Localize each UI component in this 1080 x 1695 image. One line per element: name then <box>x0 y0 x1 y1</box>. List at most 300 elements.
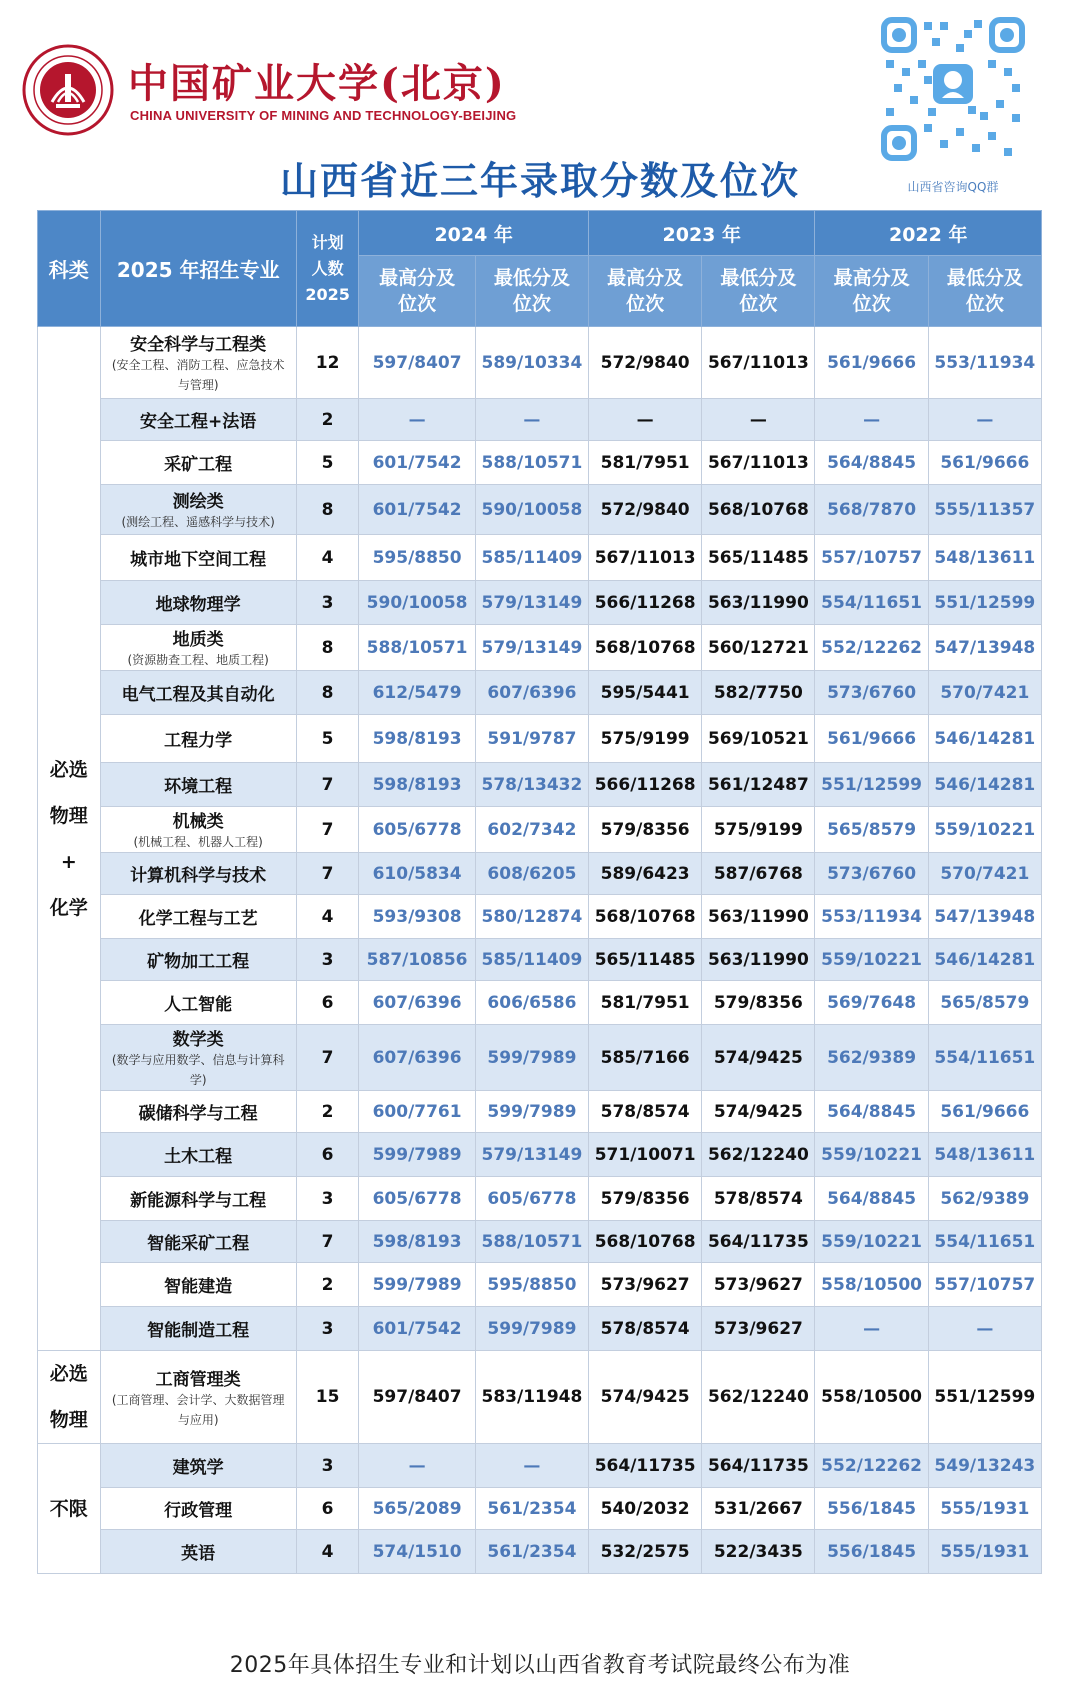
major-name: 地质类 <box>172 630 224 650</box>
score-rank-cell: 561/2354 <box>475 1488 588 1530</box>
score-rank-cell: 573/9627 <box>702 1263 815 1307</box>
score-rank-cell: 589/10334 <box>475 327 588 399</box>
score-rank-cell: 569/10521 <box>702 715 815 763</box>
score-rank-cell: 564/11735 <box>702 1444 815 1488</box>
major-cell <box>100 1351 296 1444</box>
score-rank-cell: 561/9666 <box>815 327 928 399</box>
score-rank-cell: 578/8574 <box>589 1091 702 1133</box>
major-name: 英语 <box>181 1544 216 1564</box>
major-subjects: (数学与应用数学、信息与计算科学) <box>111 1053 285 1087</box>
university-seal-logo <box>22 44 114 136</box>
table-row <box>38 895 1042 939</box>
score-rank-cell: 598/8193 <box>359 715 475 763</box>
header-max-score-rank <box>815 256 928 327</box>
plan-count-cell: 6 <box>296 981 359 1025</box>
score-rank-cell: 581/7951 <box>589 981 702 1025</box>
header-year-2024: 2024 年 <box>359 211 589 256</box>
score-rank-cell: 548/13611 <box>928 535 1041 581</box>
score-rank-cell: 598/8193 <box>359 763 475 807</box>
category-label-line: 不限 <box>49 1497 88 1520</box>
score-rank-cell: 565/11485 <box>702 535 815 581</box>
score-rank-cell: 559/10221 <box>815 1221 928 1263</box>
major-name: 安全科学与工程类 <box>130 335 267 355</box>
score-rank-cell: 588/10571 <box>475 1221 588 1263</box>
admission-score-table <box>37 210 1042 1574</box>
score-rank-cell: 559/10221 <box>815 939 928 981</box>
major-name: 电气工程及其自动化 <box>121 685 275 705</box>
major-cell <box>100 1025 296 1091</box>
score-rank-cell: 556/1845 <box>815 1530 928 1574</box>
score-rank-cell: 553/11934 <box>928 327 1041 399</box>
header-plan-line: 2025 <box>305 284 350 304</box>
header-sub-line: 位次 <box>398 293 437 315</box>
admission-table-wrapper <box>37 210 1042 1574</box>
header-plan-line: 计划 <box>311 232 344 252</box>
score-rank-cell: 568/10768 <box>589 625 702 671</box>
score-rank-cell: 558/10500 <box>815 1351 928 1444</box>
score-rank-cell: 605/6778 <box>359 807 475 853</box>
score-rank-cell: 551/12599 <box>928 1351 1041 1444</box>
score-rank-cell: 555/1931 <box>928 1488 1041 1530</box>
score-rank-cell: 560/12721 <box>702 625 815 671</box>
university-name-cn: 中国矿业大学(北京) <box>128 60 506 107</box>
score-rank-cell: 610/5834 <box>359 853 475 895</box>
score-rank-cell: 599/7989 <box>359 1133 475 1177</box>
score-rank-cell: 562/9389 <box>815 1025 928 1091</box>
table-row <box>38 807 1042 853</box>
score-rank-cell: 557/10757 <box>815 535 928 581</box>
header-year-2023: 2023 年 <box>589 211 815 256</box>
major-cell <box>100 1177 296 1221</box>
header-max-score-rank <box>359 256 475 327</box>
score-rank-cell: 557/10757 <box>928 1263 1041 1307</box>
category-cell <box>38 1444 101 1574</box>
score-rank-cell: 588/10571 <box>359 625 475 671</box>
score-rank-cell: 573/9627 <box>702 1307 815 1351</box>
score-rank-cell: 585/11409 <box>475 939 588 981</box>
table-row <box>38 441 1042 485</box>
score-rank-cell: 595/8850 <box>359 535 475 581</box>
plan-count-cell: 5 <box>296 441 359 485</box>
score-rank-cell: — <box>475 1444 588 1488</box>
plan-count-cell: 3 <box>296 581 359 625</box>
score-rank-cell: 567/11013 <box>702 327 815 399</box>
plan-count-cell: 3 <box>296 1307 359 1351</box>
major-cell <box>100 763 296 807</box>
score-rank-cell: 607/6396 <box>359 1025 475 1091</box>
header-sub-line: 最高分及 <box>607 267 684 289</box>
score-rank-cell: 593/9308 <box>359 895 475 939</box>
plan-count-cell: 4 <box>296 1530 359 1574</box>
score-rank-cell: 574/9425 <box>702 1025 815 1091</box>
score-rank-cell: 559/10221 <box>928 807 1041 853</box>
table-row <box>38 1444 1042 1488</box>
score-rank-cell: 590/10058 <box>475 485 588 535</box>
score-rank-cell: 572/9840 <box>589 327 702 399</box>
header-sub-line: 位次 <box>965 293 1004 315</box>
major-cell <box>100 535 296 581</box>
major-name: 城市地下空间工程 <box>130 550 267 570</box>
score-rank-cell: 573/9627 <box>589 1263 702 1307</box>
score-rank-cell: 585/11409 <box>475 535 588 581</box>
score-rank-cell: 579/13149 <box>475 625 588 671</box>
major-cell <box>100 625 296 671</box>
score-rank-cell: 554/11651 <box>928 1025 1041 1091</box>
score-rank-cell: 579/8356 <box>589 807 702 853</box>
score-rank-cell: 556/1845 <box>815 1488 928 1530</box>
score-rank-cell: 587/10856 <box>359 939 475 981</box>
plan-count-cell: 2 <box>296 399 359 441</box>
score-rank-cell: 597/8407 <box>359 1351 475 1444</box>
score-rank-cell: 579/13149 <box>475 581 588 625</box>
score-rank-cell: 570/7421 <box>928 853 1041 895</box>
score-rank-cell: 531/2667 <box>702 1488 815 1530</box>
major-cell <box>100 853 296 895</box>
table-body <box>38 327 1042 1574</box>
score-rank-cell: 562/9389 <box>928 1177 1041 1221</box>
table-row <box>38 715 1042 763</box>
score-rank-cell: 568/10768 <box>589 895 702 939</box>
table-row <box>38 1530 1042 1574</box>
score-rank-cell: 605/6778 <box>359 1177 475 1221</box>
major-cell <box>100 1263 296 1307</box>
plan-count-cell: 15 <box>296 1351 359 1444</box>
table-row <box>38 327 1042 399</box>
score-rank-cell: 561/12487 <box>702 763 815 807</box>
plan-count-cell: 6 <box>296 1488 359 1530</box>
score-rank-cell: 563/11990 <box>702 939 815 981</box>
score-rank-cell: 588/10571 <box>475 441 588 485</box>
score-rank-cell: 599/7989 <box>475 1025 588 1091</box>
score-rank-cell: 591/9787 <box>475 715 588 763</box>
score-rank-cell: 554/11651 <box>928 1221 1041 1263</box>
score-rank-cell: 599/7989 <box>359 1263 475 1307</box>
plan-count-cell: 7 <box>296 763 359 807</box>
header-sub-line: 位次 <box>739 293 778 315</box>
plan-count-cell: 7 <box>296 1221 359 1263</box>
plan-count-cell: 2 <box>296 1091 359 1133</box>
score-rank-cell: 540/2032 <box>589 1488 702 1530</box>
table-row <box>38 1177 1042 1221</box>
score-rank-cell: — <box>815 1307 928 1351</box>
major-cell <box>100 1488 296 1530</box>
header-plan-line: 人数 <box>311 258 344 278</box>
plan-count-cell: 2 <box>296 1263 359 1307</box>
score-rank-cell: 551/12599 <box>928 581 1041 625</box>
major-name: 碳储科学与工程 <box>138 1104 258 1124</box>
score-rank-cell: 559/10221 <box>815 1133 928 1177</box>
category-label-line: 必选 <box>49 758 88 781</box>
plan-count-cell: 8 <box>296 625 359 671</box>
score-rank-cell: 549/13243 <box>928 1444 1041 1488</box>
score-rank-cell: 587/6768 <box>702 853 815 895</box>
score-rank-cell: 581/7951 <box>589 441 702 485</box>
score-rank-cell: 565/11485 <box>589 939 702 981</box>
major-cell <box>100 1530 296 1574</box>
major-name: 环境工程 <box>164 777 233 797</box>
category-cell <box>38 327 101 1351</box>
score-rank-cell: 602/7342 <box>475 807 588 853</box>
major-name: 数学类 <box>172 1030 224 1050</box>
major-name: 人工智能 <box>164 995 233 1015</box>
table-row <box>38 1025 1042 1091</box>
score-rank-cell: 575/9199 <box>702 807 815 853</box>
score-rank-cell: 566/11268 <box>589 581 702 625</box>
header-min-score-rank <box>702 256 815 327</box>
score-rank-cell: 579/8356 <box>702 981 815 1025</box>
major-name: 智能制造工程 <box>147 1321 250 1341</box>
table-row <box>38 399 1042 441</box>
score-rank-cell: 553/11934 <box>815 895 928 939</box>
major-cell <box>100 1133 296 1177</box>
score-rank-cell: 578/8574 <box>702 1177 815 1221</box>
score-rank-cell: — <box>815 399 928 441</box>
score-rank-cell: 562/12240 <box>702 1133 815 1177</box>
score-rank-cell: 568/10768 <box>589 1221 702 1263</box>
plan-count-cell: 8 <box>296 485 359 535</box>
major-name: 测绘类 <box>172 492 224 512</box>
score-rank-cell: 565/8579 <box>815 807 928 853</box>
plan-count-cell: 8 <box>296 671 359 715</box>
table-row <box>38 1221 1042 1263</box>
major-cell <box>100 671 296 715</box>
score-rank-cell: 601/7542 <box>359 485 475 535</box>
major-name: 工程力学 <box>164 731 233 751</box>
score-rank-cell: 565/8579 <box>928 981 1041 1025</box>
score-rank-cell: 561/9666 <box>928 441 1041 485</box>
score-rank-cell: 597/8407 <box>359 327 475 399</box>
score-rank-cell: 574/1510 <box>359 1530 475 1574</box>
score-rank-cell: 551/12599 <box>815 763 928 807</box>
score-rank-cell: 600/7761 <box>359 1091 475 1133</box>
table-row <box>38 1351 1042 1444</box>
score-rank-cell: 564/8845 <box>815 1177 928 1221</box>
score-rank-cell: 555/11357 <box>928 485 1041 535</box>
score-rank-cell: 575/9199 <box>589 715 702 763</box>
table-row <box>38 981 1042 1025</box>
header-min-score-rank <box>928 256 1041 327</box>
major-name: 矿物加工工程 <box>147 952 250 972</box>
score-rank-cell: 532/2575 <box>589 1530 702 1574</box>
category-label-line: 物理 <box>49 804 88 827</box>
header-major: 2025 年招生专业 <box>100 211 296 327</box>
score-rank-cell: 590/10058 <box>359 581 475 625</box>
score-rank-cell: 563/11990 <box>702 895 815 939</box>
score-rank-cell: 606/6586 <box>475 981 588 1025</box>
header-max-score-rank <box>589 256 702 327</box>
qr-caption: 山西省咨询QQ群 <box>907 180 999 194</box>
score-rank-cell: 598/8193 <box>359 1221 475 1263</box>
plan-count-cell: 7 <box>296 807 359 853</box>
major-name: 采矿工程 <box>164 455 233 475</box>
score-rank-cell: 601/7542 <box>359 1307 475 1351</box>
table-row <box>38 485 1042 535</box>
plan-count-cell: 12 <box>296 327 359 399</box>
score-rank-cell: 554/11651 <box>815 581 928 625</box>
score-rank-cell: 568/10768 <box>702 485 815 535</box>
score-rank-cell: 607/6396 <box>475 671 588 715</box>
score-rank-cell: 608/6205 <box>475 853 588 895</box>
header-sub-line: 最低分及 <box>946 267 1023 289</box>
score-rank-cell: 555/1931 <box>928 1530 1041 1574</box>
score-rank-cell: 567/11013 <box>589 535 702 581</box>
major-name: 化学工程与工艺 <box>138 909 258 929</box>
major-cell <box>100 939 296 981</box>
major-name: 安全工程+法语 <box>140 412 257 432</box>
major-name: 土木工程 <box>164 1147 233 1167</box>
score-rank-cell: 571/10071 <box>589 1133 702 1177</box>
score-rank-cell: 578/8574 <box>589 1307 702 1351</box>
plan-count-cell: 3 <box>296 939 359 981</box>
score-rank-cell: 574/9425 <box>702 1091 815 1133</box>
score-rank-cell: 562/12240 <box>702 1351 815 1444</box>
score-rank-cell: 563/11990 <box>702 581 815 625</box>
university-name-en: CHINA UNIVERSITY OF MINING AND TECHNOLOGY-BEIJING <box>130 108 517 123</box>
table-row <box>38 625 1042 671</box>
plan-count-cell: 5 <box>296 715 359 763</box>
table-row <box>38 671 1042 715</box>
score-rank-cell: 578/13432 <box>475 763 588 807</box>
score-rank-cell: 561/9666 <box>815 715 928 763</box>
score-rank-cell: 595/5441 <box>589 671 702 715</box>
category-label-line: 化学 <box>49 896 88 919</box>
score-rank-cell: 607/6396 <box>359 981 475 1025</box>
qq-group-qr-code <box>878 14 1028 164</box>
major-cell <box>100 485 296 535</box>
major-name: 工商管理类 <box>155 1369 241 1390</box>
score-rank-cell: 579/13149 <box>475 1133 588 1177</box>
header-year-2022: 2022 年 <box>815 211 1042 256</box>
table-row <box>38 1488 1042 1530</box>
score-rank-cell: 589/6423 <box>589 853 702 895</box>
score-rank-cell: 605/6778 <box>475 1177 588 1221</box>
score-rank-cell: 585/7166 <box>589 1025 702 1091</box>
score-rank-cell: 574/9425 <box>589 1351 702 1444</box>
score-rank-cell: 569/7648 <box>815 981 928 1025</box>
major-cell <box>100 399 296 441</box>
header-sub-line: 最低分及 <box>720 267 797 289</box>
score-rank-cell: 570/7421 <box>928 671 1041 715</box>
score-rank-cell: 548/13611 <box>928 1133 1041 1177</box>
score-rank-cell: 552/12262 <box>815 625 928 671</box>
table-row <box>38 1091 1042 1133</box>
header-sub-line: 最高分及 <box>379 267 456 289</box>
major-subjects: (机械工程、机器人工程) <box>133 835 263 849</box>
score-rank-cell: 546/14281 <box>928 763 1041 807</box>
header-sub-line: 最低分及 <box>493 267 570 289</box>
major-subjects: (资源勘查工程、地质工程) <box>127 653 269 667</box>
header-sub-line: 位次 <box>852 293 891 315</box>
header-min-score-rank <box>475 256 588 327</box>
major-name: 行政管理 <box>164 1501 233 1521</box>
score-rank-cell: 558/10500 <box>815 1263 928 1307</box>
score-rank-cell: — <box>359 1444 475 1488</box>
score-rank-cell: 595/8850 <box>475 1263 588 1307</box>
major-cell <box>100 1091 296 1133</box>
score-rank-cell: 564/8845 <box>815 441 928 485</box>
table-row <box>38 1307 1042 1351</box>
score-rank-cell: 566/11268 <box>589 763 702 807</box>
major-cell <box>100 581 296 625</box>
category-cell <box>38 1351 101 1444</box>
score-rank-cell: 580/12874 <box>475 895 588 939</box>
score-rank-cell: — <box>928 399 1041 441</box>
major-cell <box>100 981 296 1025</box>
header-sub-line: 位次 <box>626 293 665 315</box>
major-name: 地球物理学 <box>155 595 241 615</box>
major-cell <box>100 715 296 763</box>
score-rank-cell: 564/11735 <box>589 1444 702 1488</box>
major-name: 新能源科学与工程 <box>130 1191 267 1211</box>
major-name: 智能建造 <box>164 1277 233 1297</box>
header-category: 科类 <box>38 211 101 327</box>
category-label-line: 物理 <box>49 1409 88 1431</box>
score-rank-cell: 564/8845 <box>815 1091 928 1133</box>
table-row <box>38 763 1042 807</box>
major-subjects: (测绘工程、遥感科学与技术) <box>121 515 275 529</box>
score-rank-cell: 567/11013 <box>702 441 815 485</box>
score-rank-cell: 599/7989 <box>475 1091 588 1133</box>
category-label-line: + <box>60 850 77 873</box>
major-name: 计算机科学与技术 <box>130 866 267 886</box>
score-rank-cell: 579/8356 <box>589 1177 702 1221</box>
major-cell <box>100 441 296 485</box>
plan-count-cell: 6 <box>296 1133 359 1177</box>
major-cell <box>100 807 296 853</box>
score-rank-cell: — <box>589 399 702 441</box>
table-row <box>38 1133 1042 1177</box>
score-rank-cell: 573/6760 <box>815 853 928 895</box>
plan-count-cell: 4 <box>296 535 359 581</box>
footer-note: 2025年具体招生专业和计划以山西省教育考试院最终公布为准 <box>229 1653 851 1678</box>
score-rank-cell: — <box>702 399 815 441</box>
score-rank-cell: 582/7750 <box>702 671 815 715</box>
score-rank-cell: 561/2354 <box>475 1530 588 1574</box>
score-rank-cell: 599/7989 <box>475 1307 588 1351</box>
major-name: 建筑学 <box>172 1458 224 1478</box>
score-rank-cell: 552/12262 <box>815 1444 928 1488</box>
score-rank-cell: — <box>928 1307 1041 1351</box>
plan-count-cell: 3 <box>296 1444 359 1488</box>
table-row <box>38 1263 1042 1307</box>
major-subjects: (工商管理、会计学、大数据管理与应用) <box>111 1392 285 1427</box>
header-plan <box>296 211 359 327</box>
score-rank-cell: 565/2089 <box>359 1488 475 1530</box>
major-cell <box>100 1221 296 1263</box>
major-cell <box>100 1444 296 1488</box>
page-title: 山西省近三年录取分数及位次 <box>279 159 800 203</box>
major-cell <box>100 327 296 399</box>
table-row <box>38 581 1042 625</box>
score-rank-cell: 568/7870 <box>815 485 928 535</box>
plan-count-cell: 4 <box>296 895 359 939</box>
table-row <box>38 853 1042 895</box>
major-name: 智能采矿工程 <box>147 1234 250 1254</box>
major-cell <box>100 895 296 939</box>
plan-count-cell: 7 <box>296 1025 359 1091</box>
score-rank-cell: 561/9666 <box>928 1091 1041 1133</box>
score-rank-cell: 612/5479 <box>359 671 475 715</box>
score-rank-cell: 572/9840 <box>589 485 702 535</box>
score-rank-cell: 547/13948 <box>928 625 1041 671</box>
plan-count-cell: 3 <box>296 1177 359 1221</box>
score-rank-cell: — <box>359 399 475 441</box>
score-rank-cell: 583/11948 <box>475 1351 588 1444</box>
major-subjects: (安全工程、消防工程、应急技术与管理) <box>111 358 285 392</box>
table-row <box>38 939 1042 981</box>
score-rank-cell: 546/14281 <box>928 939 1041 981</box>
major-cell <box>100 1307 296 1351</box>
